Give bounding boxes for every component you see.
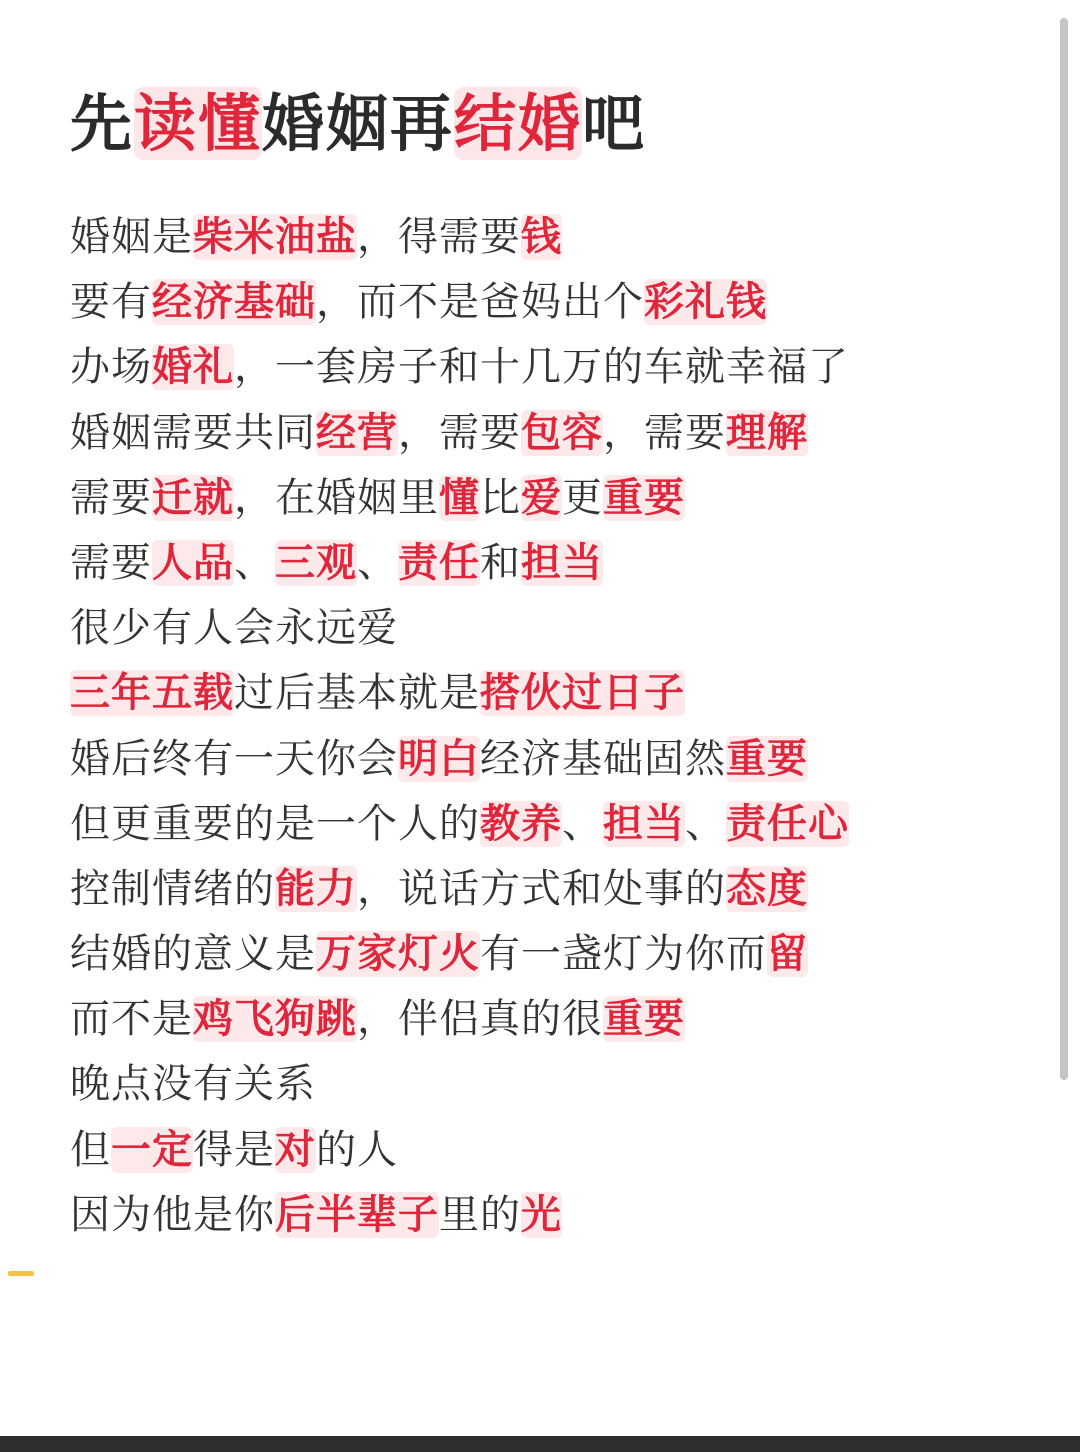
- text-segment: 经济基础固然: [480, 735, 726, 782]
- highlighted-text: 后半辈子: [275, 1191, 439, 1238]
- text-segment: 、: [562, 800, 603, 847]
- highlighted-text: 担当: [603, 800, 685, 847]
- decorative-mark: [8, 1271, 34, 1276]
- text-segment: ，需要: [398, 409, 521, 456]
- highlighted-text: 重要: [603, 474, 685, 521]
- text-segment: ，在婚姻里: [234, 474, 439, 521]
- text-segment: 有一盏灯为你而: [480, 931, 767, 978]
- article-body: [70, 205, 849, 1248]
- text-segment: 控制情绪的: [70, 865, 275, 912]
- text-segment: 而不是: [70, 996, 193, 1043]
- highlighted-text: 结婚: [454, 86, 583, 160]
- highlighted-text: 理解: [726, 409, 808, 456]
- highlighted-text: 懂: [439, 474, 480, 521]
- highlighted-text: 人品: [152, 539, 234, 586]
- text-segment: ，一套房子和十几万的车就幸福了: [234, 344, 849, 391]
- highlighted-text: 搭伙过日子: [480, 670, 685, 717]
- highlighted-text: 钱: [521, 214, 562, 260]
- highlighted-text: 爱: [521, 474, 562, 521]
- text-segment: 但更重要的是一个人的: [70, 800, 480, 847]
- highlighted-text: 对: [275, 1126, 316, 1173]
- text-line: [70, 857, 849, 922]
- text-segment: ，需要: [603, 409, 726, 456]
- text-segment: 里的: [439, 1191, 521, 1238]
- text-segment: ，伴侣真的很: [357, 996, 603, 1043]
- highlighted-text: 责任: [398, 539, 480, 586]
- highlighted-text: 留: [767, 931, 808, 978]
- highlighted-text: 态度: [726, 865, 808, 912]
- highlighted-text: 柴米油盐: [193, 214, 357, 260]
- text-segment: 结婚的意义是: [70, 931, 316, 978]
- text-line: [70, 661, 849, 726]
- highlighted-text: 教养: [480, 800, 562, 847]
- text-segment: 晚点没有关系: [70, 1061, 316, 1108]
- text-line: [70, 1183, 849, 1248]
- highlighted-text: 责任心: [726, 800, 849, 847]
- highlighted-text: 鸡飞狗跳: [193, 996, 357, 1043]
- scrollbar[interactable]: [1060, 18, 1068, 1080]
- highlighted-text: 重要: [603, 996, 685, 1043]
- text-segment: 因为他是你: [70, 1191, 275, 1238]
- text-segment: 但: [70, 1126, 111, 1173]
- text-line: [70, 466, 849, 531]
- text-segment: ，得需要: [357, 214, 521, 260]
- highlighted-text: 经营: [316, 409, 398, 456]
- text-segment: 过后基本就是: [234, 670, 480, 717]
- highlighted-text: 三年五载: [70, 670, 234, 717]
- highlighted-text: 经济基础: [152, 279, 316, 326]
- text-segment: 婚姻再: [262, 86, 455, 160]
- text-segment: 更: [562, 474, 603, 521]
- highlighted-text: 彩礼钱: [644, 279, 767, 326]
- text-segment: 的人: [316, 1126, 398, 1173]
- highlighted-text: 光: [521, 1191, 562, 1238]
- text-line: [70, 335, 849, 400]
- text-segment: 需要: [70, 539, 152, 586]
- text-line: [70, 401, 849, 466]
- highlighted-text: 担当: [521, 539, 603, 586]
- text-segment: 、: [685, 800, 726, 847]
- text-segment: 婚姻是: [70, 214, 193, 260]
- bottom-bar: [0, 1436, 1080, 1452]
- highlighted-text: 三观: [275, 539, 357, 586]
- text-line: [70, 987, 849, 1052]
- text-segment: 吧: [582, 86, 647, 160]
- text-segment: ，而不是爸妈出个: [316, 279, 644, 326]
- highlighted-text: 万家灯火: [316, 931, 480, 978]
- text-segment: 要有: [70, 279, 152, 326]
- text-line: [70, 531, 849, 596]
- highlighted-text: 包容: [521, 409, 603, 456]
- text-segment: 比: [480, 474, 521, 521]
- text-line: [70, 922, 849, 987]
- text-segment: ，说话方式和处事的: [357, 865, 726, 912]
- text-line: [70, 270, 849, 335]
- highlighted-text: 重要: [726, 735, 808, 782]
- text-segment: 很少有人会永远爱: [70, 605, 398, 652]
- text-line: [70, 792, 849, 857]
- highlighted-text: 明白: [398, 735, 480, 782]
- text-segment: 先: [70, 86, 135, 160]
- text-line: [70, 1052, 849, 1117]
- text-segment: 办场: [70, 344, 152, 391]
- highlighted-text: 婚礼: [152, 344, 234, 391]
- text-segment: 婚后终有一天你会: [70, 735, 398, 782]
- text-segment: 需要: [70, 474, 152, 521]
- highlighted-text: 迁就: [152, 474, 234, 521]
- page-title: [70, 80, 646, 168]
- text-segment: 得是: [193, 1126, 275, 1173]
- highlighted-text: 能力: [275, 865, 357, 912]
- text-line: [70, 727, 849, 792]
- text-segment: 、: [357, 539, 398, 586]
- text-segment: 和: [480, 539, 521, 586]
- text-segment: 婚姻需要共同: [70, 409, 316, 456]
- text-line: [70, 205, 849, 270]
- highlighted-text: 读懂: [134, 86, 263, 160]
- highlighted-text: 一定: [111, 1126, 193, 1173]
- text-segment: 、: [234, 539, 275, 586]
- text-line: [70, 596, 849, 661]
- text-line: [70, 1118, 849, 1183]
